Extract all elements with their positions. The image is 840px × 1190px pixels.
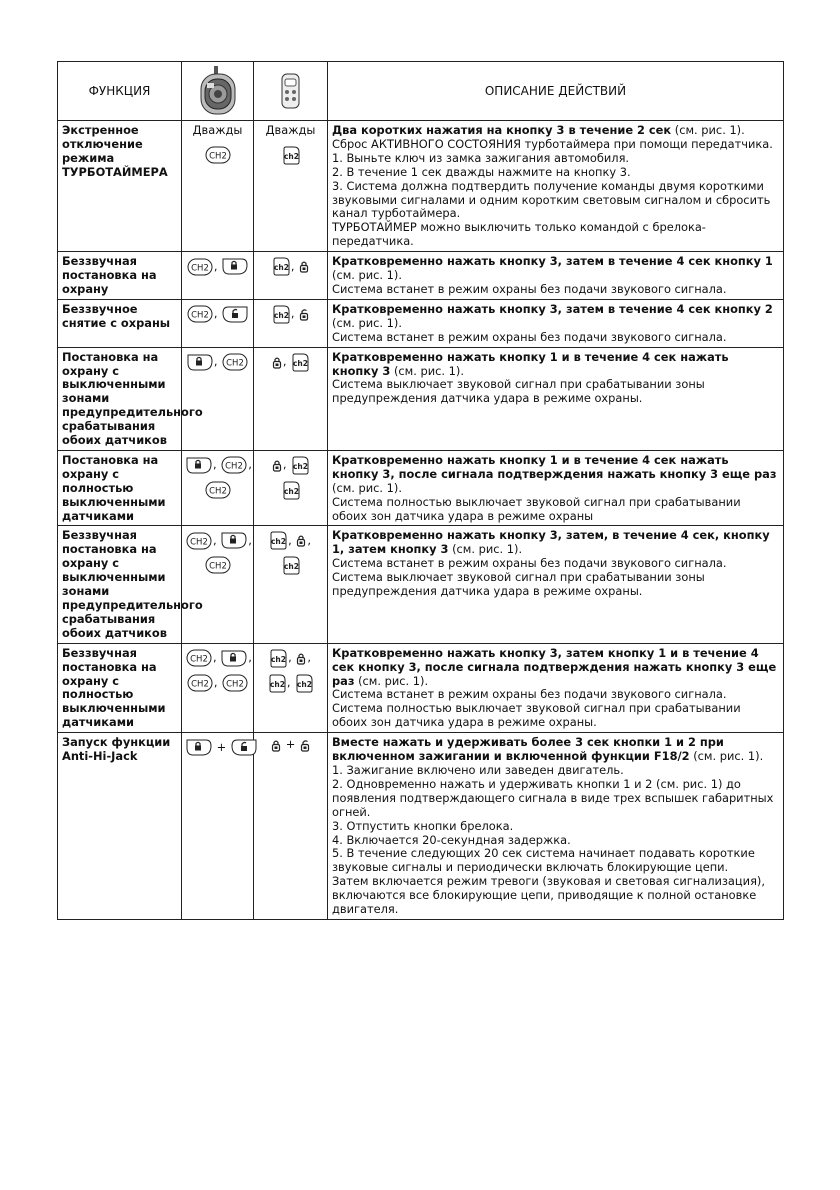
svg-text:CH2: CH2 [225,461,244,472]
separator-comma: , [286,675,291,690]
table-row [58,526,784,643]
lock-icon [296,652,306,665]
separator-plus: + [216,739,227,754]
svg-text:ch2: ch2 [293,461,309,471]
svg-text:ch2: ch2 [297,679,313,689]
action-description [328,733,784,920]
ch2-key-icon [291,456,309,475]
separator-comma: , [282,354,287,369]
svg-text:CH2: CH2 [226,679,244,690]
figure-reference: (см. рис. 1). [354,673,429,688]
separator-comma: , [213,457,217,472]
separator-comma: , [248,457,252,472]
lock-button-icon [222,257,248,276]
remote2-buttons [254,347,328,450]
separator-comma: , [288,650,292,665]
small-remote-icon [279,71,303,111]
separator-comma: , [307,650,311,665]
figure-reference: (см. рис. 1). [689,749,764,764]
lock-icon [272,459,282,472]
separator-comma: , [248,650,252,665]
description-bold: Два коротких нажатия на кнопку 3 в течение 2 сек [332,123,672,137]
svg-text:ch2: ch2 [283,151,299,161]
remote2-buttons [254,733,328,920]
figure-reference: (см. рис. 1). [448,542,523,557]
ch2-key-icon [269,649,287,668]
ch2-key-icon [272,257,290,276]
separator-plus: + [285,737,296,752]
table-row [58,299,784,347]
press-count-label: Дважды [265,123,316,137]
separator-comma: , [213,533,217,548]
ch2-key-icon [268,674,286,693]
description-line: Система выключает звуковой сигнал при срабатывании зоны предупреждения датчика удара в режиме охраны. [332,570,705,599]
description-line: Система встанет в режим охраны без подачи звукового сигнала. [332,281,727,296]
functions-table [57,61,784,920]
description-bold: Кратковременно нажать кнопку 1 и в течение 4 сек нажать кнопку 3 [332,349,729,378]
svg-text:ch2: ch2 [283,562,299,572]
ch2-key-icon [282,481,300,500]
header-description: ОПИСАНИЕ ДЕЙСТВИЙ [328,62,784,121]
separator-comma: , [213,306,218,321]
function-name: Беззвучная постановка на охрану с полностью выключенными датчиками [58,643,182,732]
table-row [58,643,784,732]
remote2-buttons [254,526,328,643]
lock-button-icon [186,456,212,475]
separator-comma: , [290,258,295,273]
remote1-buttons [182,526,254,643]
separator-comma: , [213,650,217,665]
function-name: Беззвучная постановка на охрану [58,252,182,300]
ch2-button-icon [187,258,213,276]
table-row [58,121,784,252]
svg-text:CH2: CH2 [191,310,209,321]
svg-text:ch2: ch2 [271,654,287,664]
ch2-key-icon [295,674,313,693]
ch2-button-icon [186,649,212,667]
figure-reference: (см. рис. 1). [671,123,745,137]
figure-reference: (см. рис. 1). [390,363,464,378]
ch2-key-icon [272,305,290,324]
remote1-buttons [182,347,254,450]
description-bold: Вместе нажать и удерживать более 3 сек кнопки 1 и 2 при включенном зажигании и включенной функции F18/2 [332,735,724,764]
svg-text:ch2: ch2 [273,310,289,320]
ch2-button-icon [221,456,247,474]
description-line: Затем включается режим тревоги (звуковая и световая сигнализация), включаются все блокирующие цепи, приводящие к полной остановке двигателя. [332,874,765,917]
action-description [328,299,784,347]
description-line: 3. Система должна подтвердить получение команды двумя короткими звуковыми сигналами и одним коротким световым сигналом и сбросить канал турботаймера. [332,178,771,221]
function-name: Экстренное отключение режима ТУРБОТАЙМЕРА [58,121,182,252]
table-row [58,733,784,920]
action-description [328,526,784,643]
figure-reference: (см. рис. 1). [332,480,402,495]
ch2-key-icon [282,146,300,165]
function-name: Постановка на охрану с выключенными зонами предупредительного срабатывания обоих датчиков [58,347,182,450]
description-bold: Кратковременно нажать кнопку 3, затем в течение 4 сек кнопку 2 [332,301,773,316]
remote1-buttons [182,299,254,347]
remote1-buttons [182,643,254,732]
unlock-icon [300,739,310,752]
separator-comma: , [307,533,311,548]
ch2-key-icon [282,556,300,575]
ch2-button-icon [205,481,231,499]
description-line: 4. Включается 20-секундная задержка. [332,832,571,847]
description-bold: Кратковременно нажать кнопку 3, затем в течение 4 сек кнопку 1 [332,254,773,269]
press-count-label: Дважды [192,123,243,137]
lock-icon [271,739,281,752]
unlock-button-icon [222,305,248,324]
action-description [328,252,784,300]
action-description [328,121,784,252]
lock-icon [272,356,282,369]
header-function: ФУНКЦИЯ [58,62,182,121]
figure-reference: (см. рис. 1). [332,315,402,330]
description-line: Система встанет в режим охраны без подачи звукового сигнала. [332,329,727,344]
ch2-button-icon [222,353,248,371]
svg-text:CH2: CH2 [191,263,209,274]
ch2-button-icon [187,305,213,323]
action-description [328,643,784,732]
ch2-key-icon [291,353,309,372]
description-line: ТУРБОТАЙМЕР можно выключить только командой с брелока-передатчика. [332,220,706,249]
separator-comma: , [282,457,287,472]
description-line: Сброс АКТИВНОГО СОСТОЯНИЯ турботаймера при помощи передатчика. [332,136,773,151]
lock-icon [296,534,306,547]
remote2-buttons [254,450,328,526]
lock-button-icon [187,353,213,372]
description-line: Система встанет в режим охраны без подачи звукового сигнала. [332,687,727,702]
svg-text:ch2: ch2 [271,537,287,547]
description-line: 2. В течение 1 сек дважды нажмите на кнопку 3. [332,164,631,179]
description-line: 5. В течение следующих 20 сек система начинает подавать короткие звуковые сигналы и периодически включать блокирующие цепи. [332,846,755,875]
ch2-button-icon [186,532,212,550]
description-bold: Кратковременно нажать кнопку 3, затем, в течение 4 сек, кнопку 1, затем кнопку 3 [332,528,770,557]
header-remote1 [182,62,254,121]
ch2-key-icon [269,531,287,550]
action-description [328,450,784,526]
function-name: Беззвучная постановка на охрану с выключенными зонами предупредительного срабатывания обоих датчиков [58,526,182,643]
lock-button-icon [221,649,247,668]
remote1-buttons [182,121,254,252]
figure-reference: (см. рис. 1). [332,268,402,283]
svg-text:CH2: CH2 [208,486,227,497]
table-header-row [58,62,784,121]
description-line: 2. Одновременно нажать и удерживать кнопки 1 и 2 (см. рис. 1) до появления подтверждающего сигнала в виде трех вспышек габаритных огней. [332,776,774,819]
pager-remote-icon [196,65,240,117]
svg-text:CH2: CH2 [190,654,208,665]
separator-comma: , [248,533,252,548]
lock-button-icon [186,738,212,757]
unlock-button-icon [231,738,257,757]
unlock-icon [299,308,309,321]
table-row [58,252,784,300]
separator-comma: , [288,533,292,548]
remote1-buttons [182,733,254,920]
svg-text:CH2: CH2 [208,561,227,572]
svg-text:CH2: CH2 [208,151,227,162]
svg-text:ch2: ch2 [273,263,289,273]
function-name: Постановка на охрану с полностью выключенными датчиками [58,450,182,526]
svg-text:ch2: ch2 [283,486,299,496]
table-row [58,450,784,526]
description-line: 3. Отпустить кнопки брелока. [332,818,514,833]
lock-button-icon [221,531,247,550]
function-name: Запуск функции Anti-Hi-Jack [58,733,182,920]
separator-comma: , [213,354,218,369]
description-line: 1. Выньте ключ из замка зажигания автомобиля. [332,150,630,165]
svg-text:ch2: ch2 [269,679,285,689]
ch2-button-icon [187,674,213,692]
remote2-buttons [254,643,328,732]
header-remote2 [254,62,328,121]
ch2-button-icon [222,674,248,692]
ch2-button-icon [205,556,231,574]
description-bold: Кратковременно нажать кнопку 1 и в течение 4 сек нажать кнопку 3, после сигнала подтверждения нажать кнопку 3 еще раз [332,452,777,481]
remote2-buttons [254,121,328,252]
description-line: Система выключает звуковой сигнал при срабатывании зоны предупреждения датчика удара в режиме охраны. [332,377,705,406]
remote1-buttons [182,252,254,300]
ch2-button-icon [205,146,231,164]
description-line: Система полностью выключает звуковой сигнал при срабатывании обоих зон датчика удара в режиме охраны. [332,701,741,730]
svg-text:ch2: ch2 [293,358,309,368]
description-line: 1. Зажигание включено или заведен двигатель. [332,762,624,777]
description-bold: Кратковременно нажать кнопку 3, затем кнопку 1 и в течение 4 сек кнопку 3, после сигнала подтверждения нажать кнопку 3 еще раз [332,645,777,688]
function-name: Беззвучное снятие с охраны [58,299,182,347]
svg-text:CH2: CH2 [191,679,209,690]
description-line: Система полностью выключает звуковой сигнал при срабатывании обоих зон датчика удара в режиме охраны [332,494,741,523]
remote1-buttons [182,450,254,526]
table-row [58,347,784,450]
remote2-buttons [254,299,328,347]
separator-comma: , [213,258,218,273]
lock-icon [299,260,309,273]
separator-comma: , [290,306,295,321]
remote2-buttons [254,252,328,300]
svg-text:CH2: CH2 [190,537,208,548]
svg-text:CH2: CH2 [226,358,244,369]
separator-comma: , [213,674,218,689]
description-line: Система встанет в режим охраны без подачи звукового сигнала. [332,556,727,571]
action-description [328,347,784,450]
